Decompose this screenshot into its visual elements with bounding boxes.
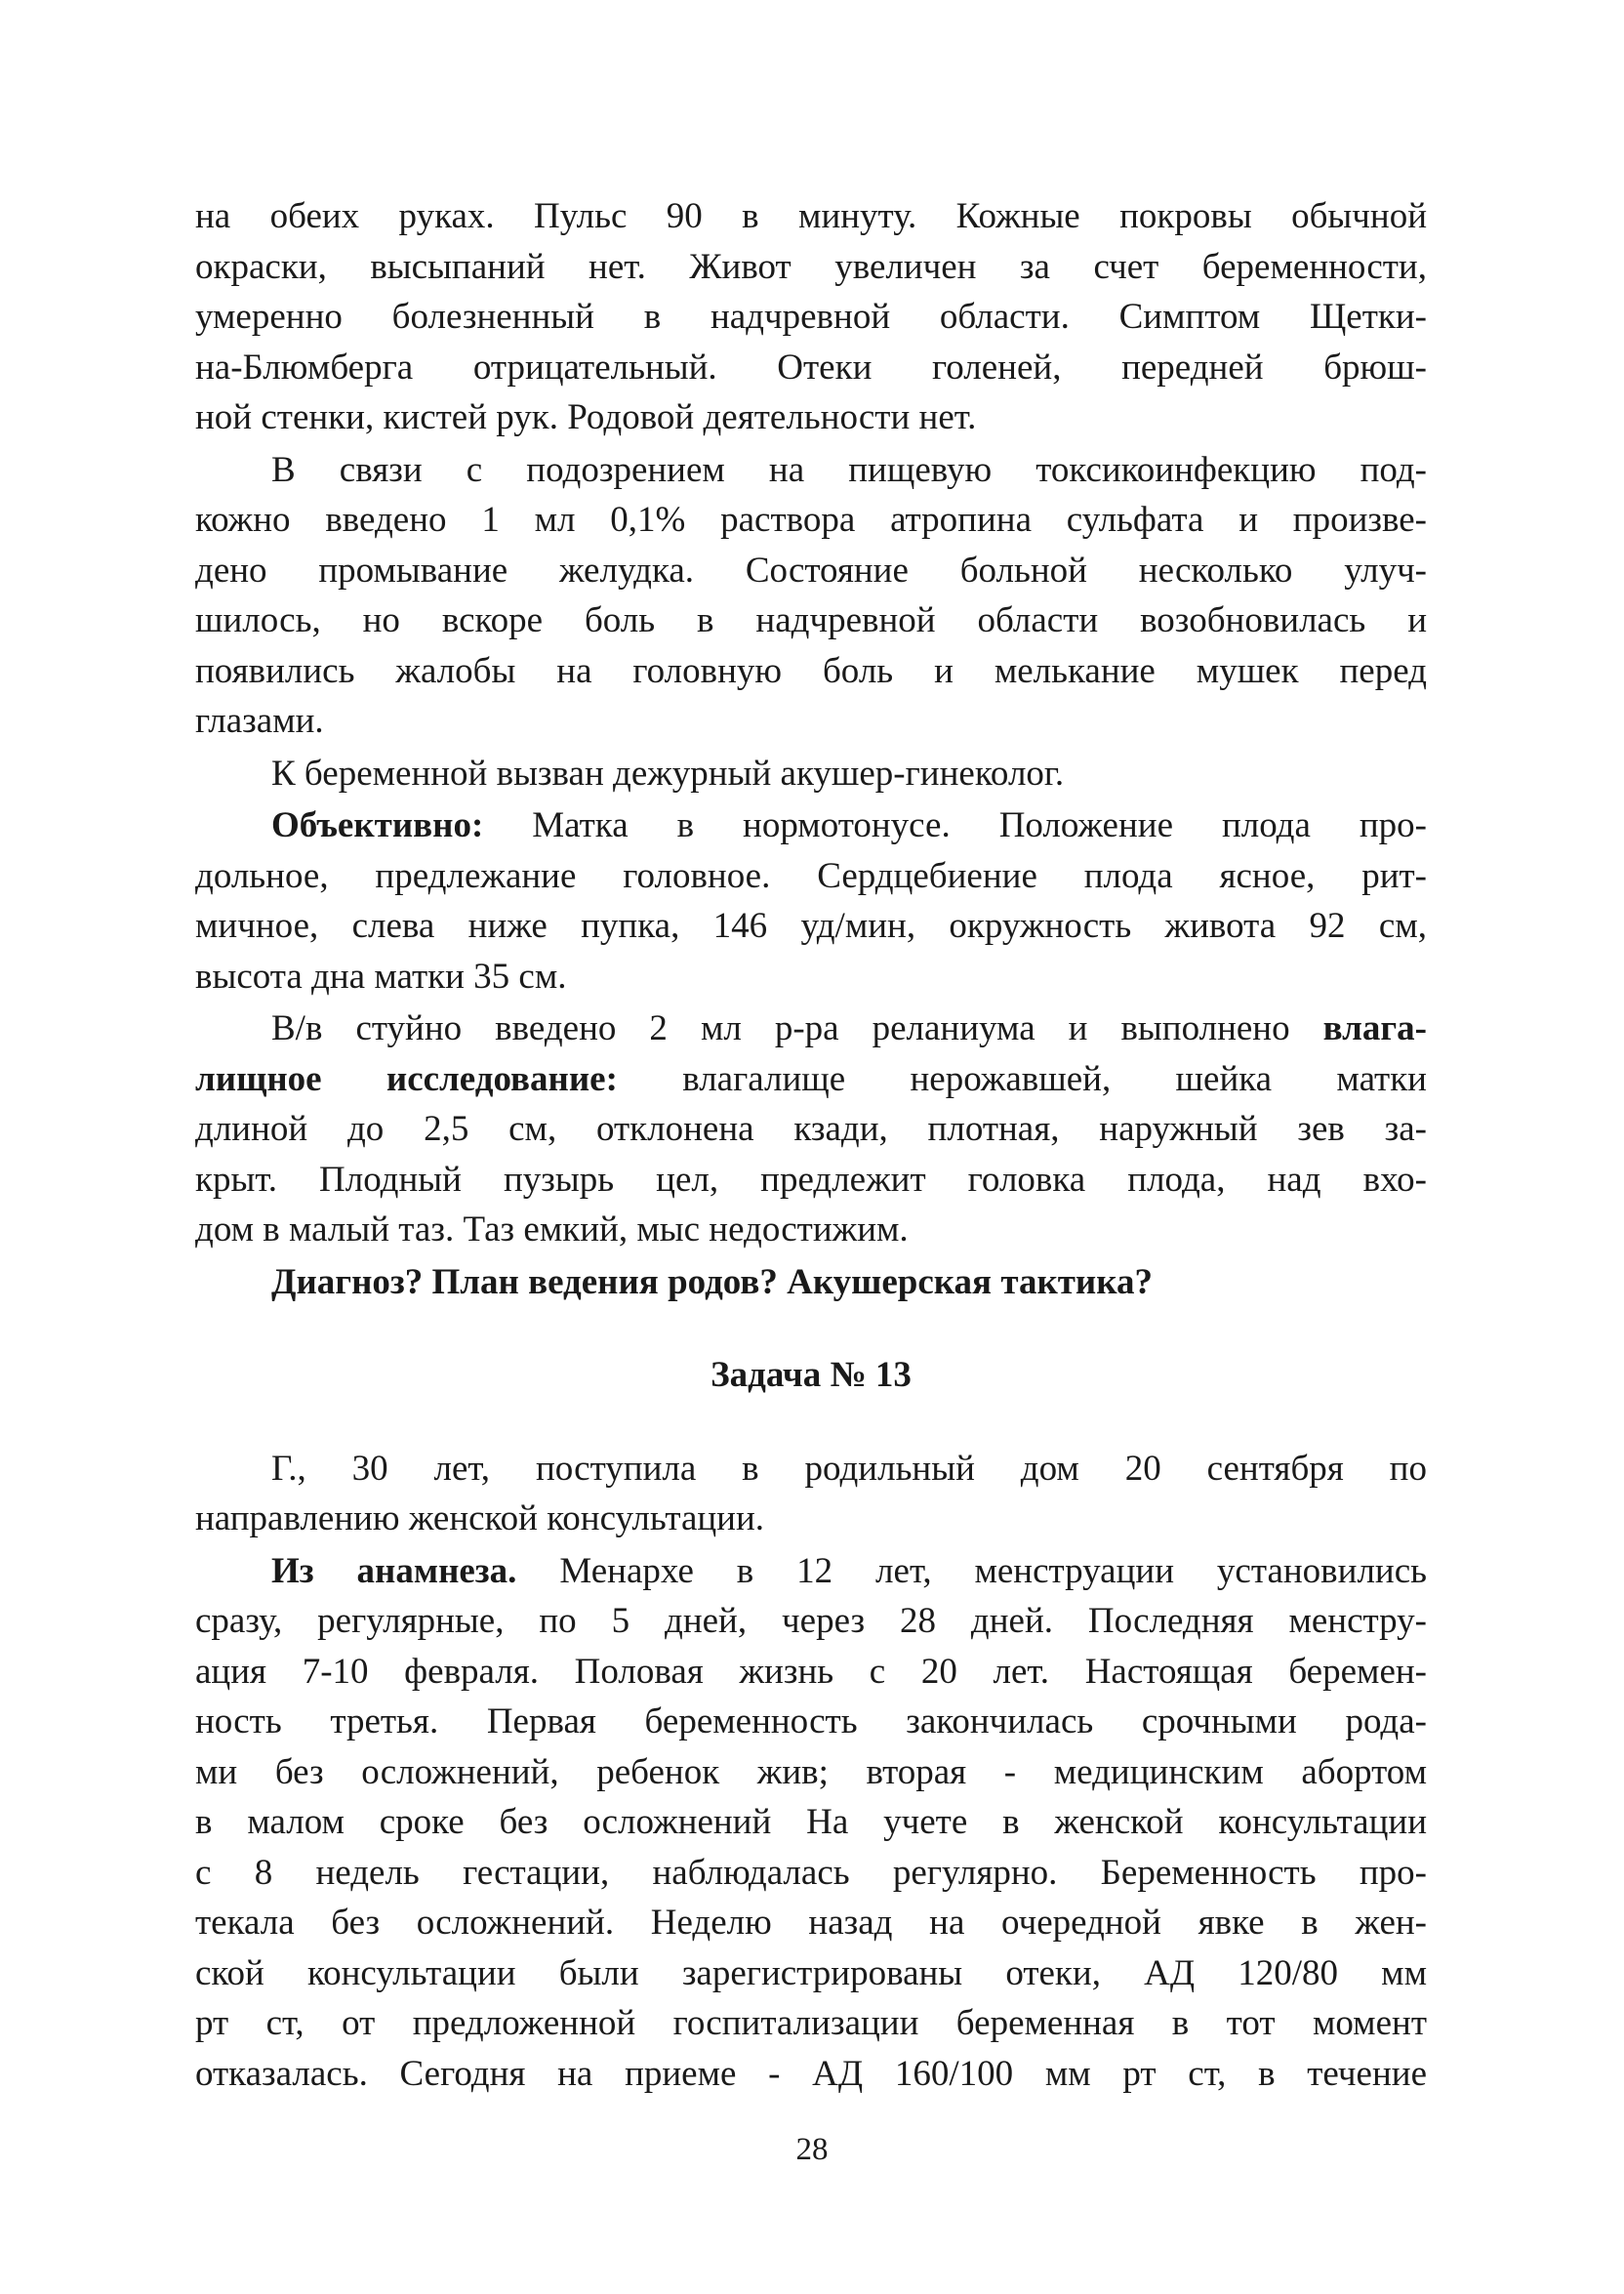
paragraph-anamnesis [195,1546,1427,2100]
anamnesis-label: Из анамнеза. [271,1550,517,1591]
text-line: В связи с подозрением на пищевую токсикоинфекцию под- [271,449,1427,490]
paragraph-objective [195,800,1427,1002]
paragraph-admission [195,1444,1427,1544]
text-line: направлению женской консультации. [195,1498,765,1538]
text-line: окраски, высыпаний нет. Живот увеличен за счет беременности, [195,246,1427,287]
text-line: крыт. Плодный пузырь цел, предлежит головка плода, над вхо- [195,1159,1427,1200]
text-line [195,800,1427,851]
text-line: ация 7-10 февраля. Половая жизнь с 20 лет. Настоящая беремен- [195,1651,1427,1692]
text-line [195,1004,1427,1054]
vaginal-exam-label-part2: лищное исследование: [195,1058,618,1099]
vaginal-exam-label-part1: влага- [1322,1008,1427,1048]
text-line [195,1054,1427,1105]
text-line: с 8 недель гестации, наблюдалась регулярно. Беременность про- [195,1852,1427,1893]
text-fragment: влагалище нерожавшей, шейка матки [617,1058,1427,1099]
paragraph-question [195,1257,1427,1308]
paragraph-vaginal-exam [195,1004,1427,1255]
text-line: дено промывание желудка. Состояние больной несколько улуч- [195,550,1427,591]
text-line: дольное, предлежание головное. Сердцебиение плода ясное, рит- [195,855,1427,896]
text-line: на обеих руках. Пульс 90 в минуту. Кожные покровы обычной [195,196,1427,236]
text-line: на-Блюмберга отрицательный. Отеки голеней, передней брюш- [195,347,1427,388]
paragraph-treatment [195,445,1427,747]
text-line: отказалась. Сегодня на приеме - АД 160/100 мм рт ст, в течение [195,2053,1427,2094]
document-page [195,191,1427,2099]
body-text [195,191,1427,2099]
text-fragment: Матка в нормотонусе. Положение плода про- [483,805,1427,845]
page-number: 28 [795,2132,829,2167]
text-line: кожно введено 1 мл 0,1% раствора атропина сульфата и произве- [195,500,1427,540]
text-line: сразу, регулярные, по 5 дней, через 28 дней. Последняя менстру- [195,1601,1427,1641]
text-line: шилось, но вскоре боль в надчревной области возобновилась и [195,600,1427,640]
text-line: ми без осложнений, ребенок жив; вторая - медицинским абортом [195,1751,1427,1792]
objective-label: Объективно: [271,805,484,845]
text-line: текала без осложнений. Неделю назад на очередной явке в жен- [195,1903,1427,1943]
text-line: дом в малый таз. Таз емкий, мыс недостижим. [195,1209,909,1249]
text-fragment: В/в стуйно введено 2 мл р-ра реланиума и выполнено [271,1008,1323,1048]
task-heading: Задача № 13 [710,1355,912,1395]
text-line: появились жалобы на головную боль и мелькание мушек перед [195,650,1427,691]
text-line: глазами. [195,701,324,741]
task-heading-block [195,1350,1427,1401]
text-line: ность третья. Первая беременность закончилась срочными рода- [195,1701,1427,1741]
text-line: рт ст, от предложенной госпитализации беременная в тот момент [195,2003,1427,2043]
text-line: мичное, слева ниже пупка, 146 уд/мин, окружность живота 92 см, [195,906,1427,946]
question-line: Диагноз? План ведения родов? Акушерская тактика? [271,1261,1154,1302]
text-fragment: Менархе в 12 лет, менструации установились [516,1550,1428,1591]
text-line: Г., 30 лет, поступила в родильный дом 20 сентября по [271,1448,1427,1489]
text-line [195,1546,1427,1597]
text-line: ской консультации были зарегистрированы отеки, АД 120/80 мм [195,1952,1427,1993]
paragraph-specialist-called [195,749,1427,799]
text-line: ной стенки, кистей рук. Родовой деятельности нет. [195,397,977,437]
text-line: умеренно болезненный в надчревной области. Симптом Щетки- [195,297,1427,337]
text-line: в малом сроке без осложнений На учете в женской консультации [195,1802,1427,1842]
text-line: К беременной вызван дежурный акушер-гинеколог. [271,753,1065,794]
paragraph-exam-continued [195,191,1427,443]
text-line: высота дна матки 35 см. [195,956,567,997]
text-line: длиной до 2,5 см, отклонена кзади, плотная, наружный зев за- [195,1109,1427,1149]
